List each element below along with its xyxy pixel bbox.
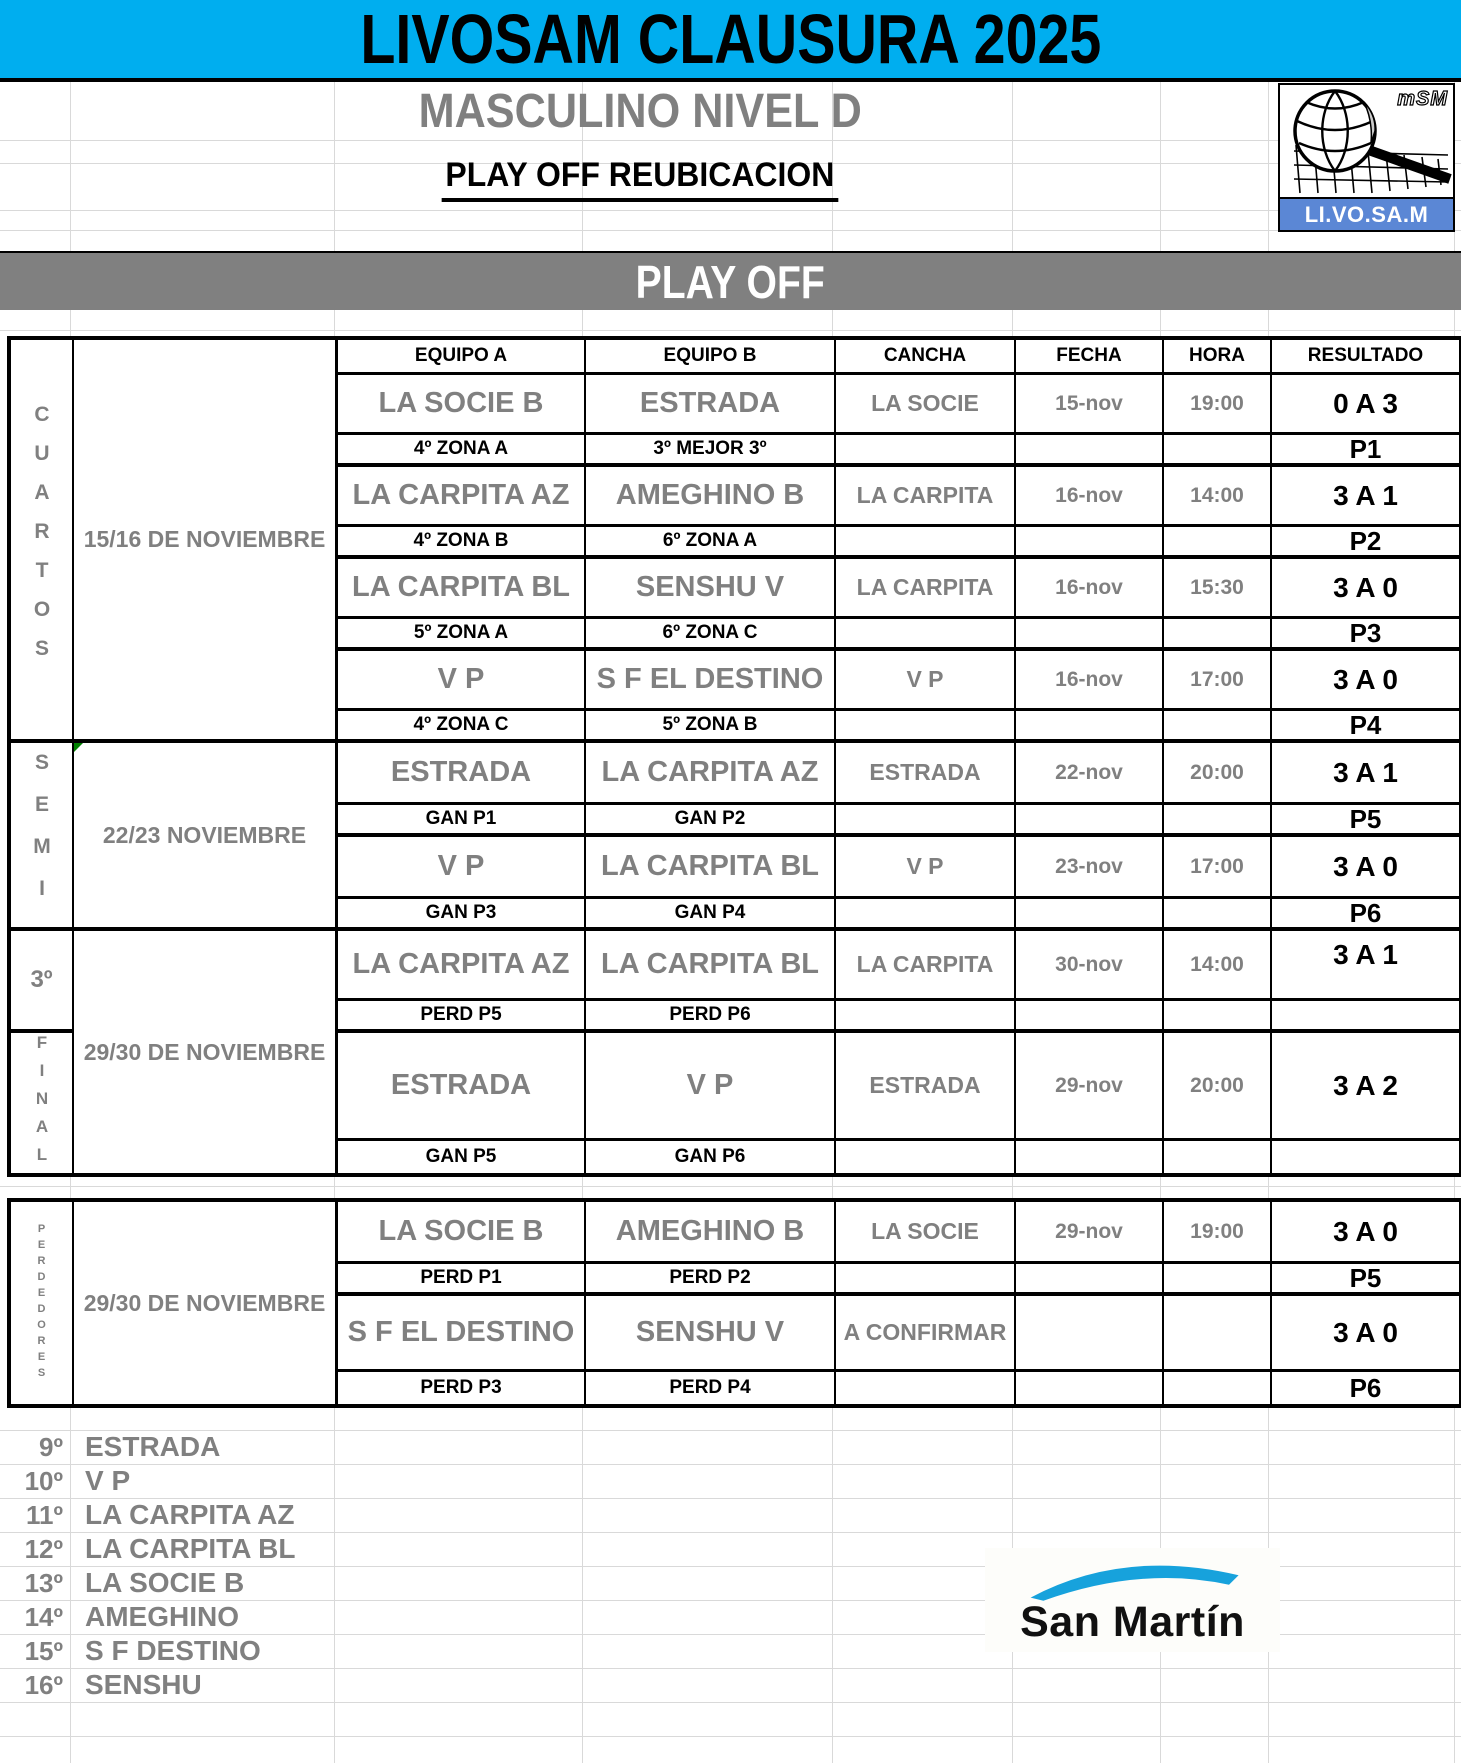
match-hora: 20:00: [1164, 743, 1272, 805]
match-partido: P5: [1272, 805, 1459, 837]
match-equipo-b: SENSHU V: [586, 1296, 836, 1372]
match-cancha: A CONFIRMAR: [836, 1296, 1016, 1372]
match-partido: P5: [1272, 1264, 1459, 1296]
standings-row: [7, 1430, 657, 1464]
empty-cell: [836, 1372, 1016, 1404]
match-origen-a: 5º ZONA A: [338, 619, 586, 651]
standings-position: 14º: [24, 1601, 63, 1632]
match-equipo-b: V P: [586, 1033, 836, 1141]
section-date-cuartos: 15/16 DE NOVIEMBRE: [74, 340, 338, 743]
empty-cell: [1016, 1141, 1164, 1173]
match-origen-b: 6º ZONA C: [586, 619, 836, 651]
empty-cell: [1016, 527, 1164, 559]
match-partido: P1: [1272, 435, 1459, 467]
match-partido: P6: [1272, 1372, 1459, 1404]
gridline: [0, 330, 1461, 331]
match-fecha: 15-nov: [1016, 375, 1164, 435]
match-equipo-a: LA CARPITA BL: [338, 559, 586, 619]
empty-cell: [1016, 1264, 1164, 1296]
match-hora: 14:00: [1164, 467, 1272, 527]
match-origen-b: 6º ZONA A: [586, 527, 836, 559]
match-resultado: 0 A 3: [1272, 375, 1459, 435]
match-fecha: 29-nov: [1016, 1033, 1164, 1141]
match-resultado: 3 A 0: [1272, 651, 1459, 711]
match-cancha: ESTRADA: [836, 1033, 1016, 1141]
match-hora: 15:30: [1164, 559, 1272, 619]
standings-list: [7, 1430, 657, 1702]
match-fecha: 16-nov: [1016, 651, 1164, 711]
empty-cell: [836, 435, 1016, 467]
empty-cell: [836, 1001, 1016, 1033]
match-origen-a: PERD P5: [338, 1001, 586, 1033]
match-resultado: 3 A 1: [1272, 743, 1459, 805]
empty-cell: [1016, 805, 1164, 837]
match-resultado: 3 A 0: [1272, 559, 1459, 619]
empty-cell: [1164, 1141, 1272, 1173]
col-header-hora: HORA: [1164, 340, 1272, 375]
standings-row: [7, 1464, 657, 1498]
match-hora: 17:00: [1164, 837, 1272, 899]
standings-team: LA SOCIE B: [85, 1567, 245, 1598]
match-equipo-a: LA SOCIE B: [338, 1202, 586, 1264]
empty-cell: [1164, 435, 1272, 467]
match-origen-b: PERD P4: [586, 1372, 836, 1404]
section-date-perdedores: 29/30 DE NOVIEMBRE: [74, 1202, 338, 1404]
gridline: [0, 1186, 1461, 1187]
match-origen-b: GAN P4: [586, 899, 836, 931]
empty-cell: [836, 805, 1016, 837]
match-equipo-b: LA CARPITA BL: [586, 931, 836, 1001]
col-header-fecha: FECHA: [1016, 340, 1164, 375]
stage-title: PLAY OFF REUBICACION: [442, 156, 838, 202]
match-hora: 17:00: [1164, 651, 1272, 711]
tournament-title: LIVOSAM CLAUSURA 2025: [359, 0, 1102, 78]
match-origen-a: 4º ZONA B: [338, 527, 586, 559]
empty-cell: [1164, 619, 1272, 651]
match-origen-a: PERD P3: [338, 1372, 586, 1404]
match-origen-a: 4º ZONA A: [338, 435, 586, 467]
gridline: [0, 1702, 1461, 1703]
match-origen-a: GAN P3: [338, 899, 586, 931]
empty-cell: [836, 527, 1016, 559]
standings-row: [7, 1668, 657, 1702]
match-cancha: V P: [836, 651, 1016, 711]
match-equipo-a: LA SOCIE B: [338, 375, 586, 435]
section-label-semi: SEMI: [11, 743, 74, 931]
livosam-logo: [1278, 83, 1455, 232]
match-equipo-b: S F EL DESTINO: [586, 651, 836, 711]
category-title: MASCULINO NIVEL D: [418, 84, 862, 138]
standings-position: 16º: [24, 1669, 63, 1700]
standings-team: LA CARPITA AZ: [85, 1499, 295, 1530]
match-fecha: 16-nov: [1016, 559, 1164, 619]
standings-position: 10º: [24, 1465, 63, 1496]
match-partido: P6: [1272, 899, 1459, 931]
gridline: [0, 1736, 1461, 1737]
match-equipo-a: S F EL DESTINO: [338, 1296, 586, 1372]
match-equipo-a: LA CARPITA AZ: [338, 467, 586, 527]
standings-position: 9º: [39, 1431, 63, 1462]
match-origen-b: PERD P6: [586, 1001, 836, 1033]
match-fecha: 30-nov: [1016, 931, 1164, 1001]
section-date-finales: 29/30 DE NOVIEMBRE: [74, 931, 338, 1173]
gridline: [0, 140, 1461, 141]
empty-cell: [1164, 711, 1272, 743]
match-origen-b: GAN P6: [586, 1141, 836, 1173]
match-hora: [1164, 1296, 1272, 1372]
match-partido: P4: [1272, 711, 1459, 743]
playoff-banner-label: PLAY OFF: [635, 255, 826, 308]
match-resultado: 3 A 1: [1272, 931, 1459, 1001]
livosam-name: LI.VO.SA.M: [1304, 201, 1429, 227]
match-equipo-a: LA CARPITA AZ: [338, 931, 586, 1001]
match-equipo-b: SENSHU V: [586, 559, 836, 619]
standings-position: 12º: [24, 1533, 63, 1564]
empty-cell: [1016, 1001, 1164, 1033]
section-label-final: FINAL: [11, 1033, 74, 1173]
match-fecha: 29-nov: [1016, 1202, 1164, 1264]
empty-cell: [1164, 1372, 1272, 1404]
playoff-banner: [0, 251, 1461, 310]
empty-cell: [1016, 711, 1164, 743]
playoff-table: [7, 336, 1461, 1177]
match-hora: 20:00: [1164, 1033, 1272, 1141]
col-header-equipo-b: EQUIPO B: [586, 340, 836, 375]
perdedores-table: [7, 1198, 1461, 1408]
san-martin-swoosh-icon: [993, 1548, 1273, 1604]
standings-row: [7, 1634, 657, 1668]
standings-team: AMEGHINO: [85, 1601, 239, 1632]
empty-cell: [1016, 435, 1164, 467]
match-hora: 14:00: [1164, 931, 1272, 1001]
empty-cell: [1272, 1141, 1459, 1173]
empty-cell: [836, 711, 1016, 743]
match-origen-b: PERD P2: [586, 1264, 836, 1296]
match-cancha: LA CARPITA: [836, 559, 1016, 619]
match-hora: 19:00: [1164, 375, 1272, 435]
match-cancha: LA SOCIE: [836, 1202, 1016, 1264]
match-fecha: 23-nov: [1016, 837, 1164, 899]
col-header-resultado: RESULTADO: [1272, 340, 1459, 375]
col-header-cancha: CANCHA: [836, 340, 1016, 375]
match-origen-b: 5º ZONA B: [586, 711, 836, 743]
match-origen-a: PERD P1: [338, 1264, 586, 1296]
match-equipo-b: LA CARPITA AZ: [586, 743, 836, 805]
match-origen-b: GAN P2: [586, 805, 836, 837]
standings-team: ESTRADA: [85, 1431, 221, 1462]
match-fecha: [1016, 1296, 1164, 1372]
standings-team: S F DESTINO: [85, 1635, 261, 1666]
section-date-semi: 22/23 NOVIEMBRE: [74, 743, 338, 931]
gridline: [0, 210, 1461, 211]
standings-row: [7, 1566, 657, 1600]
match-equipo-a: ESTRADA: [338, 1033, 586, 1141]
match-cancha: LA SOCIE: [836, 375, 1016, 435]
match-origen-a: GAN P5: [338, 1141, 586, 1173]
empty-cell: [1016, 619, 1164, 651]
empty-cell: [1164, 805, 1272, 837]
col-header-equipo-a: EQUIPO A: [338, 340, 586, 375]
title-divider: [0, 78, 1461, 82]
section-label-cuartos: CUARTOS: [11, 340, 74, 743]
match-equipo-a: V P: [338, 837, 586, 899]
match-fecha: 16-nov: [1016, 467, 1164, 527]
standings-position: 15º: [24, 1635, 63, 1666]
empty-cell: [836, 899, 1016, 931]
match-equipo-b: AMEGHINO B: [586, 1202, 836, 1264]
empty-cell: [1164, 1001, 1272, 1033]
match-resultado: 3 A 0: [1272, 1202, 1459, 1264]
empty-cell: [1164, 1264, 1272, 1296]
match-equipo-b: AMEGHINO B: [586, 467, 836, 527]
match-hora: 19:00: [1164, 1202, 1272, 1264]
san-martin-name: San Martín: [1020, 1598, 1245, 1646]
category-row: [0, 84, 1280, 138]
empty-cell: [1016, 1372, 1164, 1404]
match-resultado: 3 A 0: [1272, 1296, 1459, 1372]
empty-cell: [836, 619, 1016, 651]
standings-team: LA CARPITA BL: [85, 1533, 296, 1564]
match-equipo-b: LA CARPITA BL: [586, 837, 836, 899]
match-origen-a: GAN P1: [338, 805, 586, 837]
standings-row: [7, 1600, 657, 1634]
standings-position: 11º: [26, 1499, 63, 1530]
match-cancha: LA CARPITA: [836, 467, 1016, 527]
empty-cell: [1272, 1001, 1459, 1033]
empty-cell: [1016, 899, 1164, 931]
san-martin-logo: [985, 1548, 1280, 1652]
standings-team: V P: [85, 1465, 131, 1496]
section-label-perdedores: PERDEDORES: [11, 1202, 74, 1404]
match-resultado: 3 A 2: [1272, 1033, 1459, 1141]
match-cancha: ESTRADA: [836, 743, 1016, 805]
match-partido: P2: [1272, 527, 1459, 559]
volleyball-net-icon: [1280, 85, 1453, 197]
match-equipo-a: V P: [338, 651, 586, 711]
match-equipo-b: ESTRADA: [586, 375, 836, 435]
empty-cell: [1164, 527, 1272, 559]
livosam-name-bar: [1280, 197, 1453, 230]
match-fecha: 22-nov: [1016, 743, 1164, 805]
gridline: [0, 230, 1461, 231]
match-resultado: 3 A 0: [1272, 837, 1459, 899]
match-cancha: LA CARPITA: [836, 931, 1016, 1001]
standings-row: [7, 1498, 657, 1532]
stage-row: [0, 152, 1280, 206]
section-label-tercero: 3º: [11, 931, 74, 1033]
msm-watermark: mSM: [1397, 88, 1448, 110]
match-equipo-a: ESTRADA: [338, 743, 586, 805]
match-origen-b: 3º MEJOR 3º: [586, 435, 836, 467]
standings-row: [7, 1532, 657, 1566]
match-origen-a: 4º ZONA C: [338, 711, 586, 743]
empty-cell: [836, 1264, 1016, 1296]
standings-position: 13º: [24, 1567, 63, 1598]
empty-cell: [836, 1141, 1016, 1173]
standings-team: SENSHU: [85, 1669, 202, 1700]
match-resultado: 3 A 1: [1272, 467, 1459, 527]
title-banner: [0, 0, 1461, 78]
match-partido: P3: [1272, 619, 1459, 651]
empty-cell: [1164, 899, 1272, 931]
match-cancha: V P: [836, 837, 1016, 899]
